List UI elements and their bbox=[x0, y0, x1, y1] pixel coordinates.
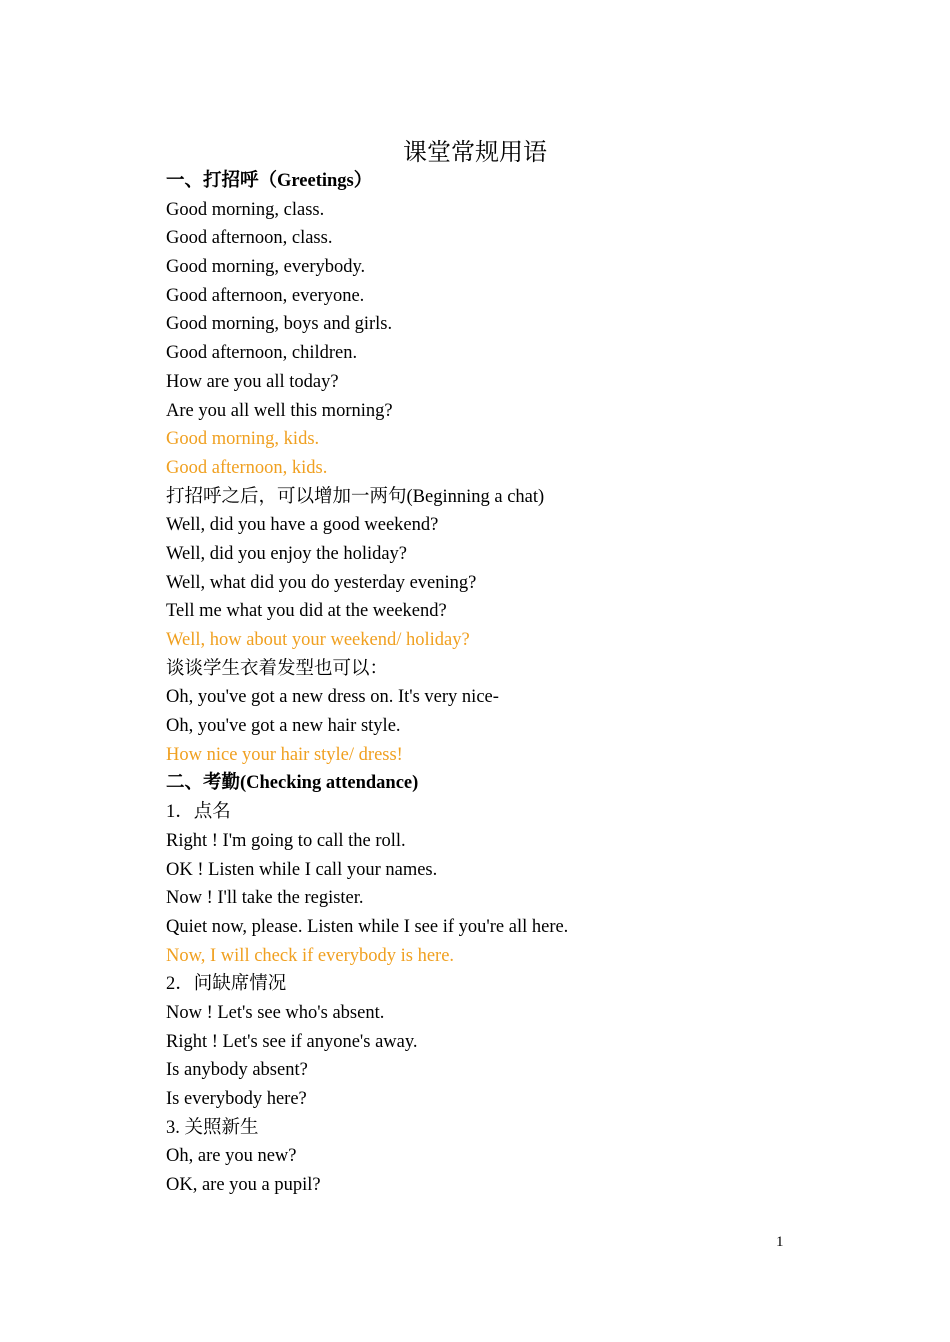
text-line: Now ! I'll take the register. bbox=[166, 888, 364, 909]
text-line: Tell me what you did at the weekend? bbox=[166, 601, 447, 622]
text-line: Well, did you enjoy the holiday? bbox=[166, 543, 408, 564]
text-line: Now, I will check if everybody is here. bbox=[166, 945, 455, 966]
page-number: 1 bbox=[776, 1234, 784, 1250]
text-line: Well, how about your weekend/ holiday? bbox=[166, 630, 470, 650]
text-line: Good morning, class. bbox=[166, 199, 325, 220]
text-line: Well, did you have a good weekend? bbox=[166, 515, 439, 536]
text-line: Well, what did you do yesterday evening? bbox=[166, 572, 477, 593]
text-line: 打招呼之后，可以增加一两句(Beginning a chat) bbox=[166, 486, 545, 507]
page-title: 课堂常规用语 bbox=[403, 140, 547, 166]
text-line: OK, are you a pupil? bbox=[166, 1175, 321, 1196]
text-line: 3. 关照新生 bbox=[166, 1117, 259, 1138]
text-line: Is everybody here? bbox=[166, 1089, 307, 1109]
text-line: Are you all well this morning? bbox=[166, 400, 393, 421]
text-line: Right ! I'm going to call the roll. bbox=[166, 830, 406, 851]
text-line: Good afternoon, kids. bbox=[166, 457, 328, 478]
text-line: Oh, you've got a new dress on. It's very nice- bbox=[166, 687, 499, 708]
text-line: Oh, you've got a new hair style. bbox=[166, 716, 401, 737]
section-heading: 二、考勤(Checking attendance) bbox=[166, 773, 419, 794]
text-line: Good morning, kids. bbox=[166, 429, 320, 450]
text-line: How nice your hair style/ dress! bbox=[166, 744, 403, 765]
text-line: Is anybody absent? bbox=[166, 1060, 308, 1081]
text-line: 谈谈学生衣着发型也可以： bbox=[166, 658, 389, 679]
text-line: How are you all today? bbox=[166, 371, 339, 392]
text-line: Quiet now, please. Listen while I see if you're all here. bbox=[166, 916, 569, 937]
text-line: Oh, are you new? bbox=[166, 1146, 297, 1167]
text-line: Right ! Let's see if anyone's away. bbox=[166, 1031, 418, 1052]
text-line: Good morning, everybody. bbox=[166, 257, 366, 278]
section-heading: 一、打招呼（Greetings） bbox=[166, 171, 373, 191]
text-line: Good afternoon, class. bbox=[166, 228, 333, 249]
text-line: Now ! Let's see who's absent. bbox=[166, 1002, 385, 1023]
text-line: 2．问缺席情况 bbox=[166, 974, 287, 995]
document-body bbox=[166, 167, 806, 1200]
text-line: OK ! Listen while I call your names. bbox=[166, 859, 438, 880]
text-line: Good morning, boys and girls. bbox=[166, 314, 393, 335]
text-line: 1．点名 bbox=[166, 802, 231, 823]
text-line: Good afternoon, everyone. bbox=[166, 285, 365, 306]
text-line: Good afternoon, children. bbox=[166, 343, 358, 364]
